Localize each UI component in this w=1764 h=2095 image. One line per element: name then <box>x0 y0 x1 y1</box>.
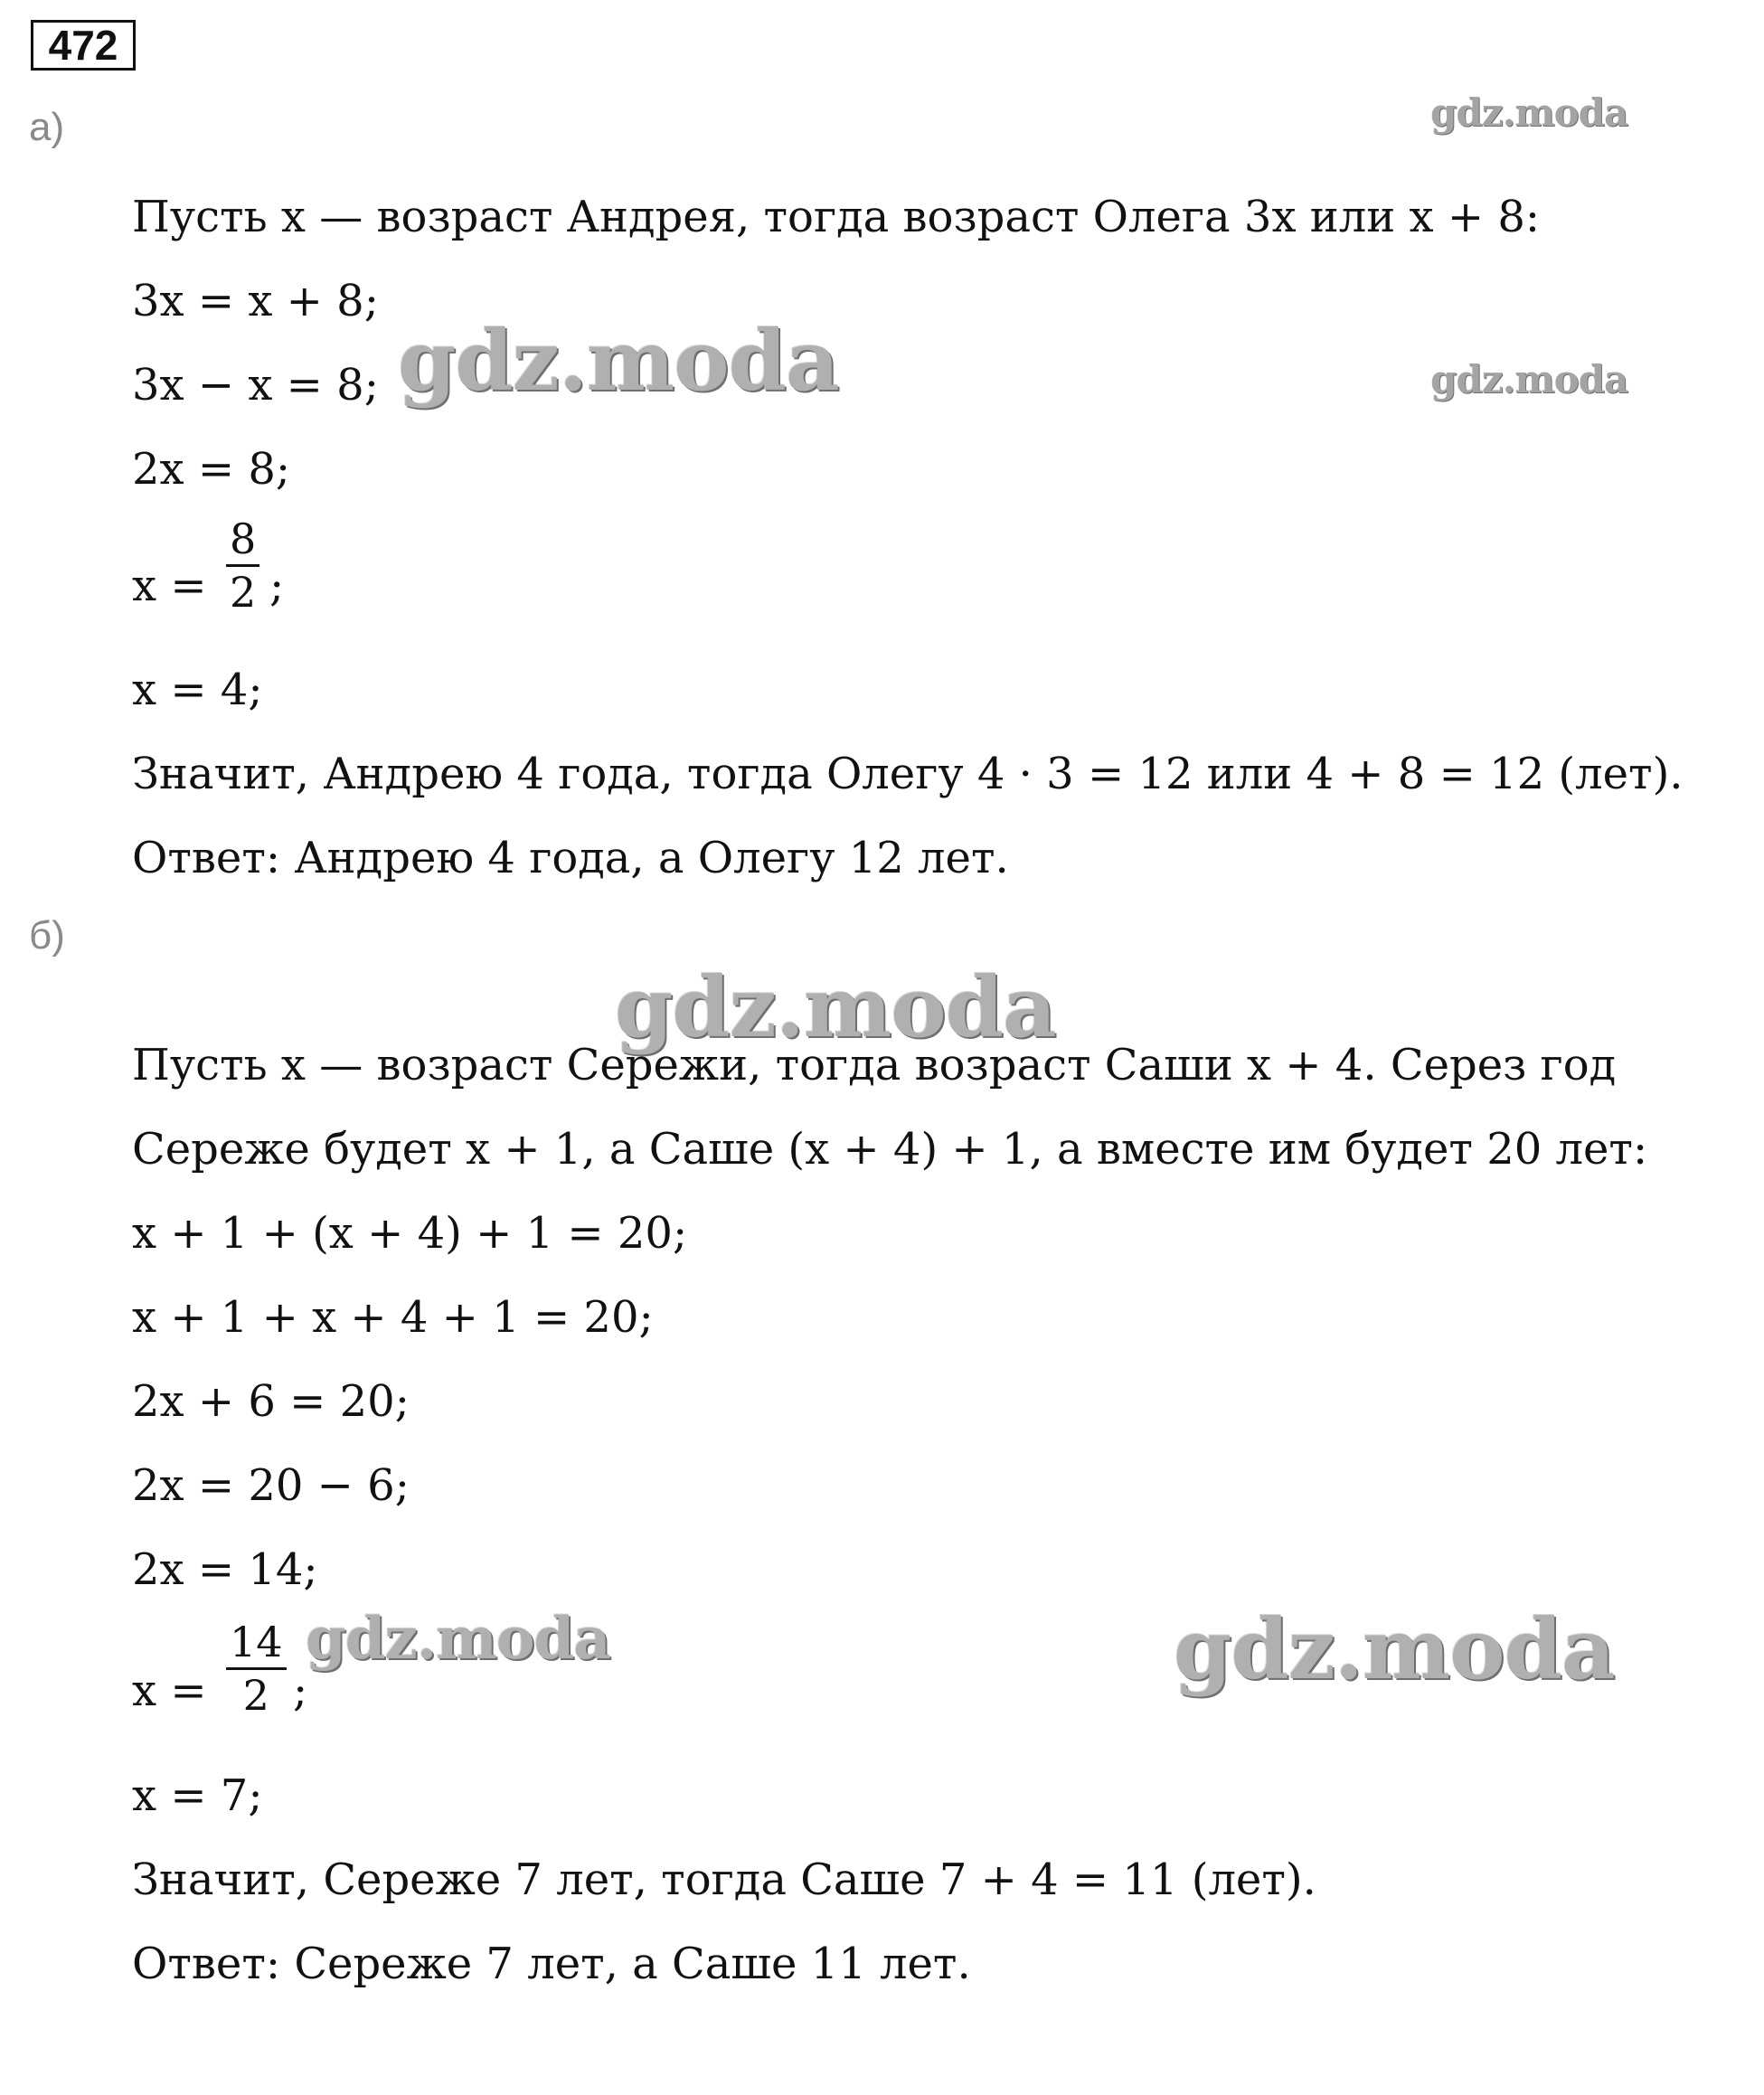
part-a-equation: 2x = 8; <box>132 444 291 495</box>
semicolon: ; <box>269 561 285 611</box>
part-a-conclusion: Значит, Андрею 4 года, тогда Олегу 4 · 3 = 12 или 4 + 8 = 12 (лет). <box>132 749 1684 799</box>
fraction-denominator: 2 <box>242 1671 269 1720</box>
watermark: gdz.moda <box>615 958 1056 1056</box>
part-b-equation: x = 7; <box>132 1770 263 1821</box>
semicolon: ; <box>293 1666 308 1716</box>
part-a-equation: 3x − x = 8; <box>132 360 379 411</box>
part-b-answer: Ответ: Сереже 7 лет, а Саше 11 лет. <box>132 1939 971 1989</box>
fraction-denominator: 2 <box>230 568 257 617</box>
part-b-label: б) <box>29 913 65 958</box>
watermark: gdz.moda <box>1174 1600 1615 1698</box>
watermark: gdz.moda <box>306 1605 610 1673</box>
part-b-intro: Пусть x — возраст Сережи, тогда возраст Саши x + 4. Серез год <box>132 1040 1617 1090</box>
fraction <box>226 1617 287 1721</box>
part-a-intro: Пусть x — возраст Андрея, тогда возраст Олега 3x или x + 8: <box>132 192 1541 242</box>
part-a-equation: x = 4; <box>132 665 263 715</box>
part-b-intro: Сереже будет x + 1, а Саше (x + 4) + 1, а вместе им будет 20 лет: <box>132 1124 1648 1175</box>
fraction-lhs: x = <box>132 561 207 611</box>
watermark: gdz.moda <box>1430 357 1628 401</box>
part-a-answer: Ответ: Андрею 4 года, а Олегу 12 лет. <box>132 833 1009 883</box>
part-b-equation: 2x + 6 = 20; <box>132 1376 410 1427</box>
problem-number: 472 <box>31 20 136 71</box>
fraction-lhs: x = <box>132 1666 207 1716</box>
fraction-numerator: 8 <box>230 514 257 563</box>
part-b-conclusion: Значит, Сереже 7 лет, тогда Саше 7 + 4 = 11 (лет). <box>132 1854 1316 1905</box>
part-a-label: а) <box>29 105 65 149</box>
fraction-numerator: 14 <box>230 1618 283 1666</box>
part-b-equation: 2x = 14; <box>132 1544 318 1595</box>
part-a-equation: 3x = x + 8; <box>132 276 379 326</box>
watermark: gdz.moda <box>1430 90 1628 135</box>
watermark: gdz.moda <box>398 312 839 410</box>
fraction <box>226 514 259 618</box>
part-b-equation: x + 1 + x + 4 + 1 = 20; <box>132 1292 654 1343</box>
part-b-equation: x + 1 + (x + 4) + 1 = 20; <box>132 1208 688 1259</box>
part-b-equation: 2x = 20 − 6; <box>132 1460 410 1511</box>
